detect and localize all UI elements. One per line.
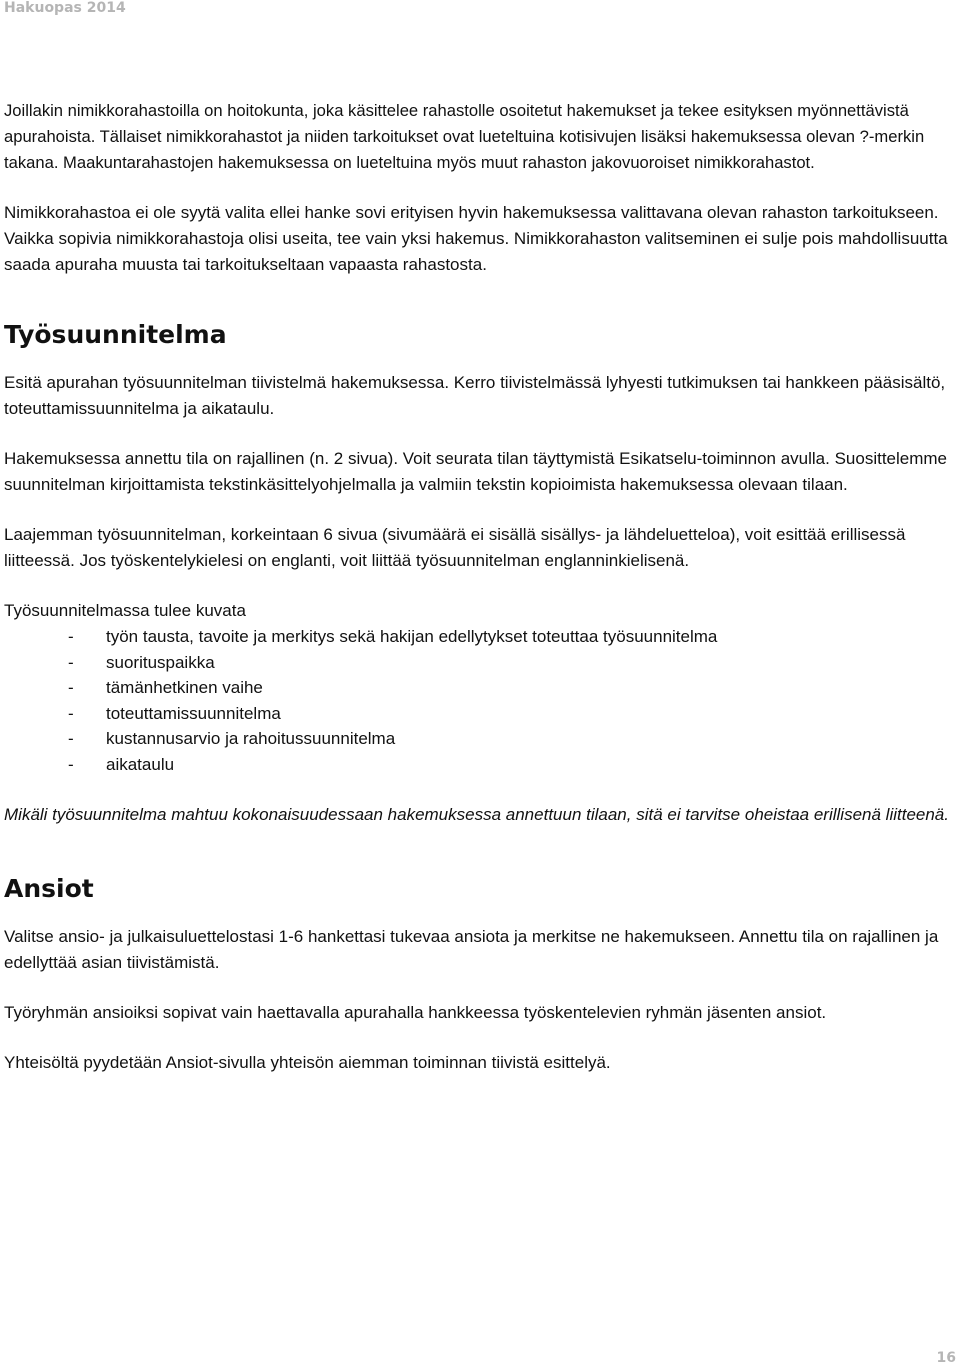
section-heading-ansiot: Ansiot [4, 873, 94, 903]
dash-marker: - [68, 652, 74, 672]
list-item: - työn tausta, tavoite ja merkitys sekä hakijan edellytykset toteuttaa työsuunnitelma [4, 624, 954, 650]
list-item: - suorituspaikka [4, 650, 954, 676]
dash-marker: - [68, 627, 74, 646]
ansiot-paragraph-2: Työryhmän ansioiksi sopivat vain haettavalla apurahalla hankkeessa työskentelevien ryhmän jäsenten ansiot. [4, 1002, 827, 1022]
running-header: Hakuopas 2014 [4, 0, 126, 16]
list-item: - kustannusarvio ja rahoitussuunnitelma [4, 726, 954, 752]
attachment-note: Mikäli työsuunnitelma mahtuu kokonaisuudessaan hakemuksessa annettuun tilaan, sitä ei tarvitse oheistaa erillisenä liitteenä. [4, 804, 949, 824]
list-intro: Työsuunnitelmassa tulee kuvata [4, 601, 246, 620]
ansiot-paragraph-1: Valitse ansio- ja julkaisuluettelostasi 1-6 hankettasi tukevaa ansiota ja merkitse ne hakemukseen. Annettu tila on rajallinen ja edellyttää asian tiivistämistä. [4, 926, 939, 972]
list-item: - tämänhetkinen vaihe [4, 675, 954, 701]
list-item: - toteuttamissuunnitelma [4, 701, 954, 727]
dash-marker: - [68, 703, 74, 723]
dash-marker: - [68, 678, 74, 698]
tyosuunnitelma-paragraph-1: Esitä apurahan työsuunnitelman tiivistelmä hakemuksessa. Kerro tiivistelmässä lyhyesti tutkimuksen tai hankkeen pääsisältö, toteuttamissuunnitelma ja aikataulu. [4, 373, 946, 418]
page-content [4, 98, 954, 1076]
intro-paragraph-2: Nimikkorahastoa ei ole syytä valita ellei hanke sovi erityisen hyvin hakemuksessa valittavana olevan rahaston tarkoitukseen. Vaikka sopivia nimikkorahastoja olisi useita, tee vain yksi hakemus. Nimikkorahaston valitseminen ei sulje pois mahdollisuutta saada apuraha muusta tai tarkoitukseltaan vapaasta rahastosta. [4, 203, 948, 274]
dash-marker: - [68, 729, 74, 749]
tyosuunnitelma-paragraph-3: Laajemman työsuunnitelman, korkeintaan 6 sivua (sivumäärä ei sisällä sisällys- ja lähdeluetteloa), voit esittää erillisessä liitteessä. Jos työskentelykielesi on englanti, voit liittää työsuunnitelman englanninkielisenä. [4, 525, 906, 570]
list-item: - aikataulu [4, 752, 954, 778]
ansiot-paragraph-3: Yhteisöltä pyydetään Ansiot-sivulla yhteisön aiemman toiminnan tiivistä esittelyä. [4, 1052, 611, 1072]
section-heading-tyosuunnitelma: Työsuunnitelma [4, 320, 227, 349]
intro-paragraph-1: Joillakin nimikkorahastoilla on hoitokunta, joka käsittelee rahastolle osoitetut hakemukset ja tekee esityksen myönnettävistä apurahoista. Tällaiset nimikkorahastot ja niiden tarkoitukset ovat lueteltuina kotisivujen lisäksi hakemuksessa olevan ?-merkin takana. Maakuntarahastojen hakemuksessa on lueteltuina myös muut rahaston jakovuoroiset nimikkorahastot. [4, 101, 925, 172]
tyosuunnitelma-paragraph-2: Hakemuksessa annettu tila on rajallinen (n. 2 sivua). Voit seurata tilan täyttymistä Esikatselu-toiminnon avulla. Suosittelemme suunnitelman kirjoittamista tekstinkäsittelyohjelmalla ja valmiin tekstin kopioimista hakemuksessa olevaan tilaan. [4, 449, 948, 494]
dash-marker: - [68, 754, 74, 774]
page-number: 16 [936, 1350, 956, 1366]
content-list [4, 624, 954, 778]
